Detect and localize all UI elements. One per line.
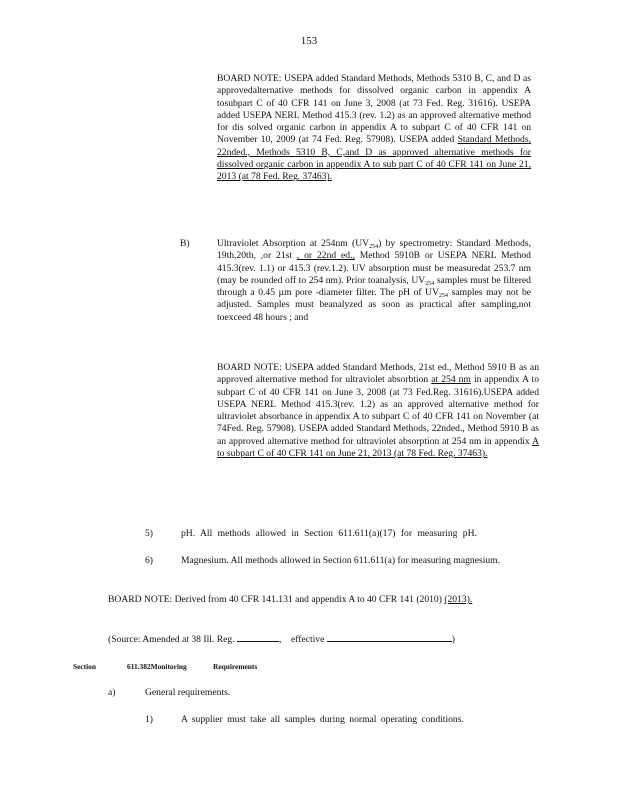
item-b-ultraviolet-absorption: [217, 238, 531, 324]
board-note-1-amendment: Standard Methods, 22nded., Methods 5310 B, C,and D as approved alternative methods for dissolved organic carbon in appendix A to sub part C of 40 CFR 141 on June 21, 2013 (at 78 Fed. Reg. 37463).: [217, 134, 531, 183]
board-note-2-text-1: BOARD NOTE: USEPA added Standard Methods, 21st ed., Method 5910 B as an approved alternative method for ultraviolet absorbtion: [217, 362, 539, 386]
board-note-derived: [108, 594, 533, 606]
board-note-2-amendment-1: at 254 nm: [431, 374, 471, 386]
uv-subscript: 254: [439, 293, 449, 300]
board-note-2-text-2: in appendix A to subpart C of 40 CFR 141 on June 3, 2008 (at 73 Fed.Reg. 31616).USEPA added USEPA NERL Method 415.3(rev. 1.2) as an approved alternative method for ultraviolet absorbance in appendix A to subpart C of 40 CFR 141 on November (at 74Fed. Reg. 57908). USEPA added Standard Methods, 22nded., Method 5910 B as an approved alternative method for ultraviolet absorption at 254 nm in appendix: [217, 374, 539, 447]
item-1-label: 1): [145, 714, 153, 725]
board-note-dissolved-organic-carbon: [217, 73, 531, 184]
item-5-label: 5): [145, 528, 153, 539]
item-b-text-5: samples may not be adjusted. Samples must beanalyzed as soon as practical after sampling,not toexceed 48 hours ; and: [217, 287, 532, 323]
board-note-3-amendment: (2013).: [444, 594, 473, 605]
section-title: Requirements: [213, 662, 258, 671]
item-b-label: B): [180, 238, 190, 249]
register-page-blank: [237, 632, 279, 642]
item-a-general-requirements: General requirements.: [145, 687, 231, 698]
board-note-1-text: BOARD NOTE: USEPA added Standard Methods, Methods 5310 B, C, and D as approvedalternative methods for dissolved organic carbon in appendix A tosubpart C of 40 CFR 141 on June 3, 2008 (at 73 Fed. Reg. 31616). USEPA added USEPA NERL Method 415.3 (rev. 1.2) as an approved alternative method for dis solved organic carbon in appendix A to subpart C of 40 CFR 141 on November 10, 2009 (at 74 Fed. Reg. 57908). USEPA added: [217, 73, 531, 146]
uv-subscript: 254: [425, 280, 435, 287]
page-number: 153: [300, 35, 318, 47]
item-b-text-3: Method 5910B or USEPA NERL Method 415.3(rev. 1.1) or 415.3 (rev.1.2). UV absorption must be measuredat 253.7 nm (may be rounded off to 254 nm). Prior toanalysis, UV: [217, 250, 531, 286]
item-b-amendment: , or 22nd ed.,: [296, 250, 355, 262]
effective-date-blank: [327, 632, 452, 642]
source-effective-label: effective: [290, 634, 325, 645]
board-note-3-text: BOARD NOTE: Derived from 40 CFR 141.131 and appendix A to 40 CFR 141 (2010): [108, 594, 442, 605]
item-b-text-4: samples must be filtered through a 0.45 µm pore -diameter filter. The pH of UV: [217, 274, 531, 299]
source-line: [108, 632, 528, 646]
source-comma: ,: [278, 634, 282, 645]
item-5-ph: pH. All methods allowed in Section 611.611(a)(17) for measuring pH.: [181, 528, 477, 539]
board-note-ultraviolet-absorption: [217, 362, 539, 460]
item-b-text-1: Ultraviolet Absorption at 254nm (UV: [217, 238, 370, 249]
section-number: 611.382Monitoring: [127, 662, 187, 671]
item-a-label: a): [108, 687, 116, 698]
section-label: Section: [73, 662, 96, 671]
uv-subscript: 254: [369, 244, 379, 250]
item-6-label: 6): [145, 555, 153, 566]
item-1-normal-operating-conditions: A supplier must take all samples during normal operating conditions.: [181, 714, 464, 725]
source-amended-text: (Source: Amended at 38 Ill. Reg.: [108, 634, 235, 645]
item-b-text-2: ) by spectrometry: Standard Methods, 19th,20th, ,or 21st: [217, 238, 531, 262]
board-note-2-amendment-2: A to subpart C of 40 CFR 141 on June 21, 2013 (at 78 Fed. Reg. 37463).: [217, 435, 539, 460]
item-6-magnesium: Magnesium. All methods allowed in Section 611.611(a) for measuring magnesium.: [181, 555, 501, 566]
source-close-paren: ): [451, 634, 455, 645]
